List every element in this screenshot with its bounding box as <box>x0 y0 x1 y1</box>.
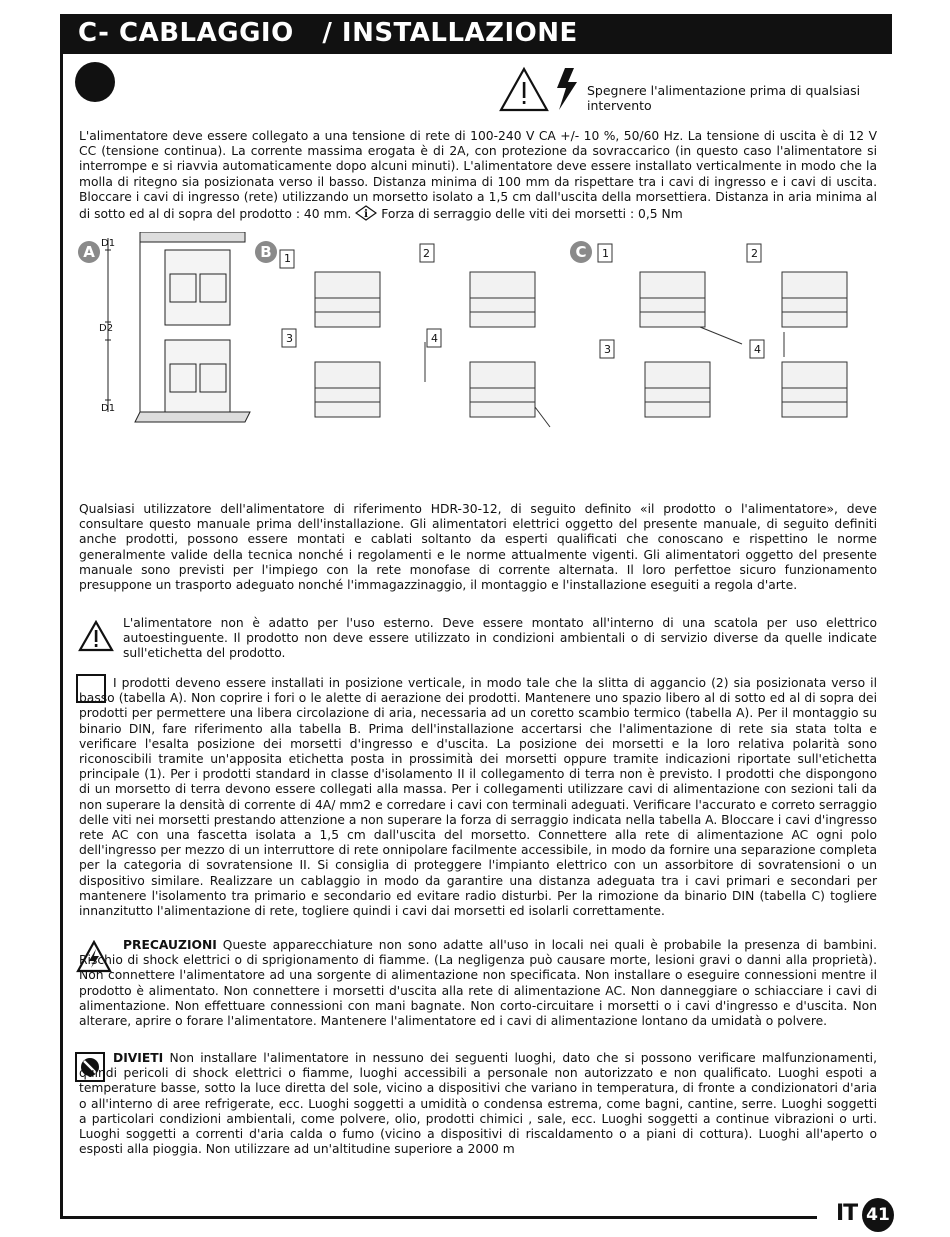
d2-label: D2 <box>99 323 114 334</box>
warning-icon <box>78 620 114 652</box>
black-dot-marker <box>75 62 115 102</box>
divieti-text: Non installare l'alimentatore in nessuno dei seguenti luoghi, dato che si possono verificare malfunzionamenti, quindi pericoli di shock elettrici o fiamme, luoghi accessibili a personale non autorizzato e non qualificato. Luoghi espoti a temperature basse, sotto la luce diretta del sole, vicino a dispositivi che variano in temperatura, di fronte a condizionatori d'aria o all'interno di aree refrigerate, ecc. Luoghi soggetti a umidità o condensa estrema, come bagni, cantine, serre. Luoghi soggetti a particolari condizioni ambientali, come polvere, olio, prodotti chimici , sale, ecc. Luoghi soggetti a continue vibrazioni o urti. Luoghi soggetti a correnti d'aria calda o fumo (vicino a dispositivi di riscaldamento o a piani di cottura). Luoghi all'aperto o esposti alla pioggia. Non utilizzare ad un'altitudine superiore a 2000 m <box>79 1051 877 1157</box>
d1-top-label: D1 <box>101 238 116 249</box>
paragraph-divieti <box>79 1051 877 1157</box>
paragraph-precauzioni <box>79 938 877 1029</box>
panel-b-label: B <box>255 241 277 263</box>
precauzioni-title: PRECAUZIONI <box>123 938 217 952</box>
panel-a-label: A <box>78 241 100 263</box>
warning-power-off-text: Spegnere l'alimentazione prima di qualsiasi intervento <box>587 83 861 113</box>
panel-c-label: C <box>570 241 592 263</box>
info-icon <box>355 205 377 221</box>
intro-paragraph <box>79 129 877 222</box>
panel-a-drawing <box>105 232 250 422</box>
d1-bottom-label: D1 <box>101 403 116 414</box>
step-2-b: 2 <box>423 247 430 260</box>
intro-text: L'alimentatore deve essere collegato a una tensione di rete di 100-240 V CA +/- 10 %, 50/60 Hz. La tensione di uscita è di 12 V CC (tensione continua). La corrente massima erogata è di 2A, con protezione da sovraccarico (in questo caso l'alimentatore si interrompe e si riavvia automaticamente dopo alcuni minuti). L'alimentatore deve essere installato verticalmente in modo che la molla di ritegno sia posizionata verso il basso. Distanza minima di 100 mm da rispettare tra i cavi di ingresso e i cavi di uscita. Bloccare i cavi di ingresso (rete) utilizzando un morsetto isolato a 1,5 cm dall'uscita della morsettiera. Distanza in aria minima al di sotto ed al di sopra del prodotto : 40 mm. <box>79 129 877 222</box>
mounting-drawings <box>70 232 890 482</box>
language-code: IT <box>836 1201 858 1226</box>
section-title: C- CABLAGGIO / INSTALLAZIONE <box>78 18 578 48</box>
paragraph-prodotti: I prodotti deveno essere installati in posizione verticale, in modo tale che la slitta di aggancio (2) sia posizionata verso il basso (tabella A). Non coprire i fori o le alette di aerazione dei prodotti. Mantenere uno spazio libero al di sotto ed al di sopra dei prodotti per permettere una libera circolazione di aria, necessaria ad un coretto scambio termico (tabella A). Per il montaggio su binario DIN, fare riferimento alla tabella B. Prima dell'installazione accertarsi che l'alimentazione di rete sia stata tolta e verificare l'esalta posizione dei morsetti d'ingresso e d'uscita. La posizione dei morsetti e la loro relativa polarità sono riconoscibili tramite un'apposita etichetta posta in prossimità dei morsetti oppure tramite indicazioni riportate sull'etichetta principale (1). Per i prodotti standard in classe d'isolamento II il collegamento di terra non è previsto. I prodotti che dispongono di un morsetto di terra devono essere collegati alla massa. Per i collegamenti utilizzare cavi di alimentazione con sezioni tali da non superare la densità di corrente di 4A/ mm2 e corredare i cavi con terminali adeguati. Verificare l'accurato e correto serraggio delle viti nei morsetti prestando attenzione a non superare la forza di serraggio indicata nella tabella A. Bloccare i cavi d'ingresso rete AC con una fascetta isolata a 1,5 cm dall'uscita del morsetto. Connettere alla rete di alimentazione AC ogni polo dell'ingresso per mezzo di un interruttore di rete onnipolare facilmente accessibile, in modo da fornire una separazione completa per la categoria di sovratensione II. Si consiglia di proteggere l'impianto elettrico con un assorbitore di sovratensioni o un dispositivo similare. Realizzare un cablaggio in modo da garantire una distanza adeguata tra i cavi primari e secondari per mantenere l'isolamento tra primario e secondario ed evitare radio disturbi. Per la rimozione da binario DIN (tabella C) togliere innanzitutto l'alimentazione di rete, togliere quindi i cavi dai morsetti ed isolarli correttamente. <box>79 676 877 919</box>
svg-text:i: i <box>364 209 369 221</box>
step-1-c: 1 <box>602 247 609 260</box>
page-number: 41 <box>862 1198 894 1232</box>
step-2-c: 2 <box>751 247 758 260</box>
step-3-c: 3 <box>604 343 611 356</box>
page-frame-left <box>60 14 63 1219</box>
torque-text: Forza di serraggio delle viti dei morsetti : 0,5 Nm <box>381 207 683 222</box>
panel-b-drawing <box>280 244 550 427</box>
precauzioni-text: Queste apparecchiature non sono adatte all'uso in locali nei quali è probabile la presenza di bambini. Rischio di shock elettrici o di sprigionamento di fiamme. (La negligenza può causare morte, lesioni gravi o danni alla proprietà). Non connettere l'alimentatore ad una sorgente di alimentazione non specificata. Non installare o eseguire connessioni mentre il prodotto è alimentato. Non connettere i morsetti d'uscita alla rete di alimentazione AC. Non danneggiare o schiacciare i cavi di alimentazione. Non effettuare connessioni con mani bagnate. Non corto-circuitare i morsetti o i cavi d'ingresso e d'uscita. Non alterare, aprire o forare l'alimentatore. Mantenere l'alimentatore ed i cavi di alimentazione lontano da umidatà o polvere. <box>79 938 877 1029</box>
panel-c-drawing <box>598 244 847 417</box>
step-3-b: 3 <box>286 332 293 345</box>
step-1-b: 1 <box>284 252 291 265</box>
step-4-c: 4 <box>754 343 761 356</box>
divieti-title: DIVIETI <box>113 1051 164 1065</box>
page-frame-bottom <box>60 1216 817 1219</box>
step-4-b: 4 <box>431 332 438 345</box>
mounting-figure <box>70 232 890 482</box>
paragraph-non-adatto: L'alimentatore non è adatto per l'uso esterno. Deve essere montato all'interno di una scatola per uso elettrico autoestinguente. Il prodotto non deve essere utilizzato in condizioni ambientali o di servizio diverse da quelle indicate sull'etichetta del prodotto. <box>123 616 877 661</box>
paragraph-qualsiasi: Qualsiasi utilizzatore dell'alimentatore di riferimento HDR-30-12, di seguito definito «il prodotto o l'alimentatore», deve consultare questo manuale prima dell'installazione. Gli alimentatori elettrici oggetto del presente manuale, di seguito definiti anche prodotti, possono essere montati e cablati soltanto da esperti qualificati che conoscano e rispettino le norme generalmente valide della tecnica nonché i regolamenti e le norme attualmente vigenti. Gli alimentatori oggetto del presente manuale sono previsti per l'impiego con la rete monofase di corrente alternata. Il loro perfettoe sicuro funzionamento presuppone un trasporto adeguato nonché l'immagazzinaggio, il montaggio e l'installazione eseguiti a regola d'arte. <box>79 502 877 593</box>
warning-shock-icon <box>497 64 583 116</box>
